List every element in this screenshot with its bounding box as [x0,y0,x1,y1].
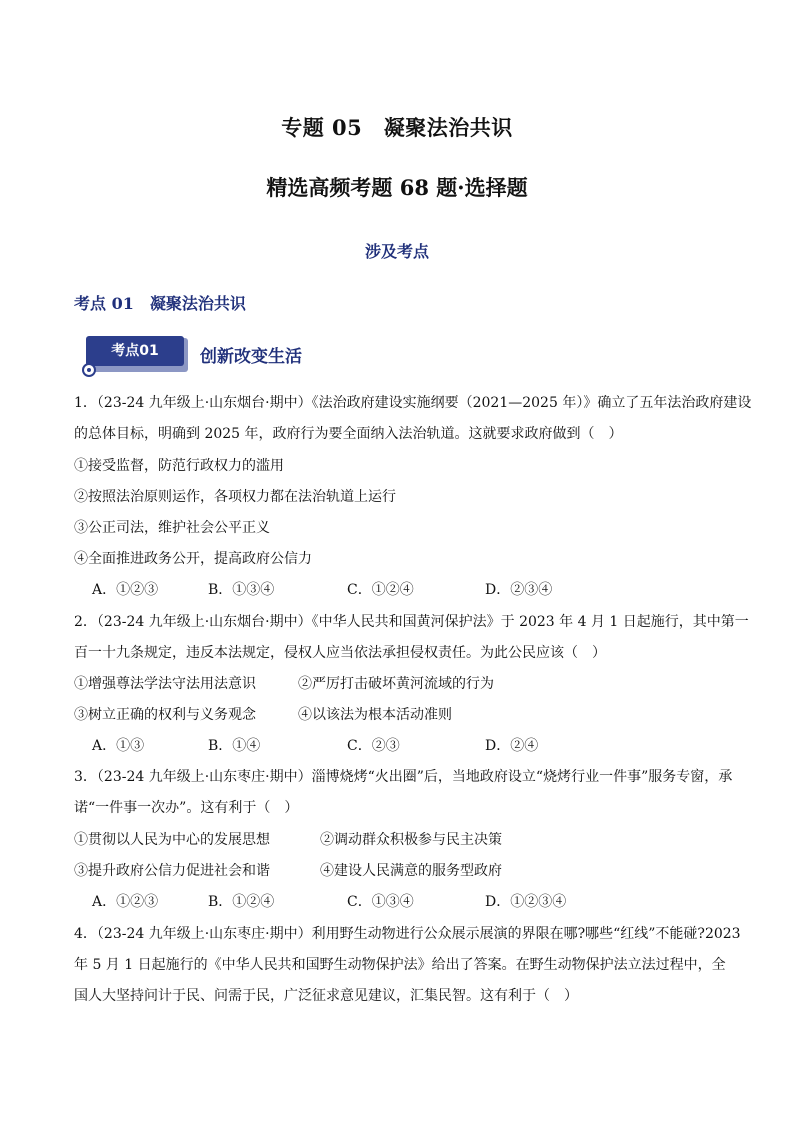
question-3-option-c: C．①③④ [347,894,414,910]
question-3-item-1: ①贯彻以人民为中心的发展思想 [74,832,270,848]
question-4-stem-line-3: 国人大坚持问计于民、问需于民，广泛征求意见建议，汇集民智。这有利于（ ） [74,988,578,1004]
question-2-option-d: D．②④ [485,738,539,754]
question-1-stem-line-1: 1．（23-24 九年级上·山东烟台·期中）《法治政府建设实施纲要（2021—2025 年）》确立了五年法治政府建设 [74,395,752,411]
question-3-option-a: A．①②③ [92,894,159,910]
question-3-item-3: ③提升政府公信力促进社会和谐 [74,863,270,879]
question-2-option-b: B．①④ [208,738,261,754]
question-4-stem-line-1: 4．（23-24 九年级上·山东枣庄·期中）利用野生动物进行公众展示展演的界限在哪?哪些“红线”不能碰?2023 [74,926,741,942]
question-2-option-a: A．①③ [92,738,145,754]
section-label: 涉及考点 [364,242,429,261]
question-3-stem-line-1: 3．（23-24 九年级上·山东枣庄·期中）淄博烧烤“火出圈”后，当地政府设立“烧烤行业一件事”服务专窗，承 [74,769,733,785]
question-3-item-4: ④建设人民满意的服务型政府 [320,863,502,879]
question-1-item-2: ②按照法治原则运作，各项权力都在法治轨道上运行 [74,489,396,505]
question-1-option-c: C．①②④ [347,582,414,598]
question-4-stem-line-2: 年 5 月 1 日起施行的《中华人民共和国野生动物保护法》给出了答案。在野生动物保护法立法过程中，全 [74,957,726,973]
kaodian-badge [82,336,192,380]
question-1-option-b: B．①③④ [208,582,275,598]
question-2-option-c: C．②③ [347,738,400,754]
question-2-item-4: ④以该法为根本活动准则 [298,707,452,723]
question-3-item-2: ②调动群众积极参与民主决策 [320,832,502,848]
question-1-option-a: A．①②③ [92,582,159,598]
question-1-stem-line-2: 的总体目标，明确到 2025 年，政府行为要全面纳入法治轨道。这就要求政府做到（ ） [74,426,623,442]
question-3-stem-line-2: 诺“一件事一次办”。这有利于（ ） [74,800,299,816]
question-2-stem-line-1: 2．（23-24 九年级上·山东烟台·期中）《中华人民共和国黄河保护法》于 2023 年 4 月 1 日起施行，其中第一 [74,614,749,630]
question-2-stem-line-2: 百一十九条规定，违反本法规定，侵权人应当依法承担侵权责任。为此公民应该（ ） [74,645,606,661]
target-dot-icon [82,363,96,377]
question-1-item-4: ④全面推进政务公开，提高政府公信力 [74,551,312,567]
kaodian-heading: 考点 01 凝聚法治共识 [74,294,246,313]
question-2-item-2: ②严厉打击破坏黄河流域的行为 [298,676,494,692]
document-title: 专题 05 凝聚法治共识 [281,115,513,140]
question-1-option-d: D．②③④ [485,582,553,598]
question-3-option-d: D．①②③④ [485,894,567,910]
document-subtitle: 精选高频考题 68 题·选择题 [266,175,528,200]
badge-label: 考点01 [86,336,184,366]
question-1-item-3: ③公正司法，维护社会公平正义 [74,520,270,536]
question-2-item-1: ①增强尊法学法守法用法意识 [74,676,256,692]
topic-title: 创新改变生活 [200,347,302,367]
question-3-option-b: B．①②④ [208,894,275,910]
question-1-item-1: ①接受监督，防范行政权力的滥用 [74,458,284,474]
question-2-item-3: ③树立正确的权利与义务观念 [74,707,256,723]
